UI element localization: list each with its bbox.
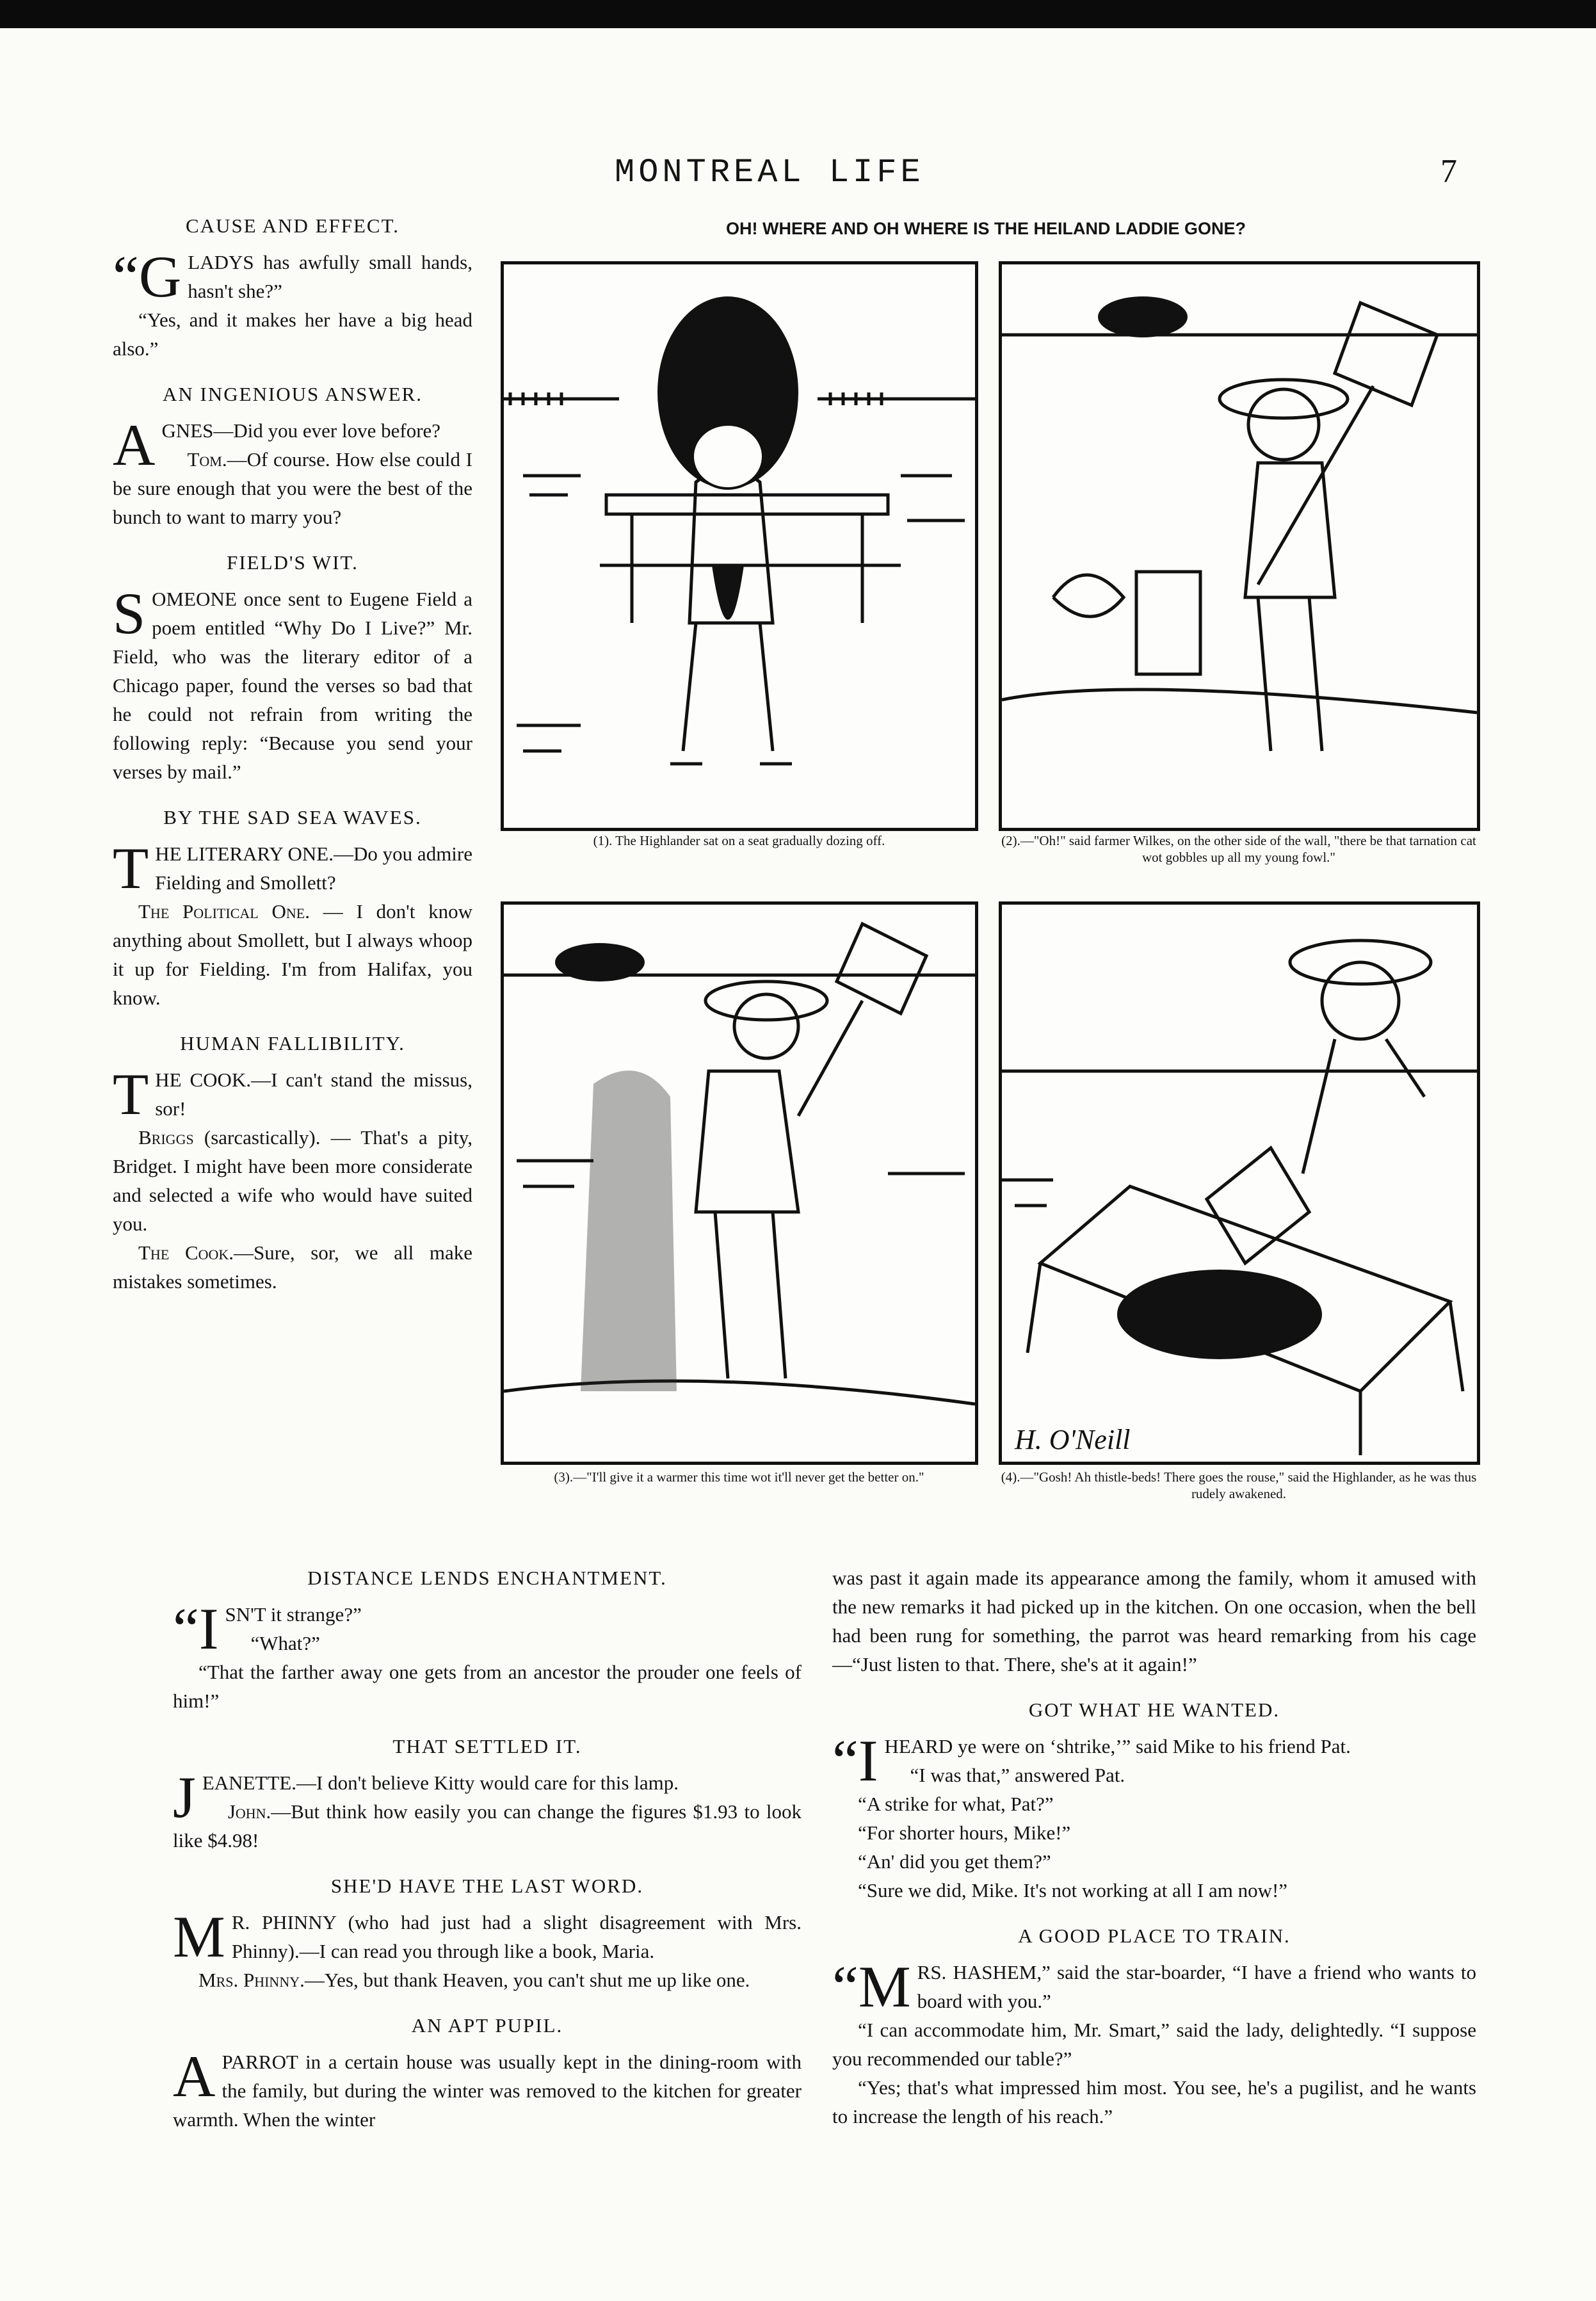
article-paragraph: John.—But think how easily you can change the figures $1.93 to look like $4.98! [173,1800,802,1852]
drop-cap: S [113,581,146,646]
cartoon-panel-4 [999,901,1480,1465]
article-paragraph: THE COOK.—I can't stand the missus, sor! [113,1062,472,1127]
drop-cap: “G [113,244,182,309]
cartoon-caption-1: (1). The Highlander sat on a seat gradually dozing off. [593,833,885,848]
drop-cap: T [113,836,149,901]
cartoon-panel-3 [501,901,978,1465]
article-paragraph: “Yes; that's what impressed him most. You see, he's a pugilist, and he wants to increase the length of his reach.” [832,2076,1476,2127]
cartoon-caption-3: (3).—"I'll give it a warmer this time wot it'll never get the better on." [554,1469,924,1485]
article-paragraph: “For shorter hours, Mike!” [858,1821,1071,1844]
article-paragraph: “An' did you get them?” [858,1850,1051,1873]
article-paragraph: The Political One. — I don't know anything about Smollett, but I always whoop it up for Fielding. I'm from Halifax, you know. [113,900,472,1009]
speaker-name: Mrs. Phinny. [198,1969,305,1991]
article-paragraph: JEANETTE.—I don't believe Kitty would care for this lamp. [173,1764,679,1830]
article-title: A GOOD PLACE TO TRAIN. [1018,1925,1291,1947]
speaker-name: John. [227,1800,271,1823]
article-paragraph: Briggs (sarcastically). — That's a pity, Bridget. I might have been more considerate and selected a wife who would have suited you. [113,1126,472,1235]
article-paragraph: A PARROT in a certain house was usually kept in the dining-room with the family, but during the winter was removed to the kitchen for greater warmth. When the winter [173,2044,802,2131]
article-paragraph: Mrs. Phinny.—Yes, but thank Heaven, you can't shut me up like one. [198,1969,750,1991]
article-title: AN APT PUPIL. [411,2014,563,2037]
article-title: THAT SETTLED IT. [392,1735,582,1757]
speaker-name: The Political One. [138,900,310,923]
bottom-left-column [173,1563,802,2134]
article-paragraph: “GLADYS has awfully small hands, hasn't she?” [113,244,472,309]
drop-cap: A [173,2044,216,2109]
artist-signature: H. O'Neill [1015,1424,1131,1455]
drop-cap: “I [173,1596,219,1661]
article-paragraph: M R. PHINNY (who had just had a slight disagreement with Mrs. Phinny).—I can read you through like a book, Maria. [173,1904,802,1969]
article-paragraph: “I HEARD ye were on ‘shtrike,’” said Mike to his friend Pat. [832,1728,1351,1793]
article-paragraph: “Sure we did, Mike. It's not working at all I am now!” [858,1879,1288,1901]
article-paragraph: Tom.—Of course. How else could I be sure enough that you were the best of the bunch to want to marry you? [113,448,472,528]
page-number: 7 [1440,153,1457,190]
running-header: MONTREAL LIFE [615,154,924,191]
article-title: FIELD'S WIT. [227,551,359,574]
article-title: HUMAN FALLIBILITY. [180,1032,405,1054]
article-paragraph: “ISN'T it strange?” [173,1596,362,1661]
bottom-right-column [832,1563,1476,2131]
article-paragraph: “What?” [250,1632,320,1654]
highlander-awakened-illustration [1002,905,1477,1462]
cartoon-caption-4: (4).—"Gosh! Ah thistle-beds! There goes the rouse," said the Highlander, as he was thus rudely awakened. [1001,1469,1477,1501]
cartoon-caption-2: (2).—"Oh!" said farmer Wilkes, on the other side of the wall, "there be that tarnation cat wot gobbles up all my young fowl." [1001,833,1476,865]
article-paragraph: “I can accommodate him, Mr. Smart,” said the lady, delightedly. “I suppose you recommended our table?” [832,2019,1476,2070]
drop-cap: “I [832,1728,878,1793]
article-title: GOT WHAT HE WANTED. [1028,1699,1280,1721]
article-title: CAUSE AND EFFECT. [186,214,399,237]
farmer-swinging-shovel-illustration [504,905,975,1462]
article-paragraph: “I was that,” answered Pat. [910,1764,1125,1786]
article-paragraph: SOMEONE once sent to Eugene Field a poem entitled “Why Do I Live?” Mr. Field, who was the literary editor of a Chicago paper, found the verses so bad that he could not refrain from writing the following reply: “Because you send your verses by mail.” [113,581,472,783]
left-column [113,211,472,1296]
article-paragraph: The Cook.—Sure, sor, we all make mistakes sometimes. [113,1241,473,1293]
article-paragraph: was past it again made its appearance among the family, whom it amused with the new remarks it had picked up in the kitchen. On one occasion, when the bell had been rung for something, the parrot was heard remarking from his cage—“Just listen to that. There, she's at it again!” [832,1567,1476,1675]
top-border-rule [0,0,1596,28]
cartoon-title: OH! WHERE AND OH WHERE IS THE HEILAND LADDIE GONE? [725,219,1246,238]
cartoon-panel-1 [501,261,978,831]
article-title: DISTANCE LENDS ENCHANTMENT. [307,1567,667,1589]
cartoon-panel-2 [999,261,1480,831]
speaker-name: Tom. [187,448,227,471]
article-paragraph: “A strike for what, Pat?” [858,1793,1054,1815]
drop-cap: M [173,1904,225,1969]
article-paragraph: “MRS. HASHEM,” said the star-boarder, “I have a friend who wants to board with you.” [832,1954,1476,2019]
article-title: AN INGENIOUS ANSWER. [163,383,423,405]
highlander-sleeping-illustration [504,264,975,828]
article-title: SHE'D HAVE THE LAST WORD. [330,1875,644,1897]
article-paragraph: “That the farther away one gets from an ancestor the prouder one feels of him!” [173,1661,802,1712]
drop-cap: A [113,412,156,478]
drop-cap: J [173,1764,196,1830]
drop-cap: T [113,1062,149,1127]
article-paragraph: “Yes, and it makes her have a big head also.” [113,309,472,360]
farmer-with-shovel-illustration [1002,264,1477,828]
article-title: BY THE SAD SEA WAVES. [163,806,422,828]
article-paragraph: THE LITERARY ONE.—Do you admire Fielding and Smollett? [113,836,472,901]
drop-cap: “M [832,1954,911,2019]
article-paragraph: AGNES—Did you ever love before? [113,412,441,478]
speaker-name: The Cook. [138,1241,234,1264]
speaker-name: Briggs [138,1126,194,1149]
